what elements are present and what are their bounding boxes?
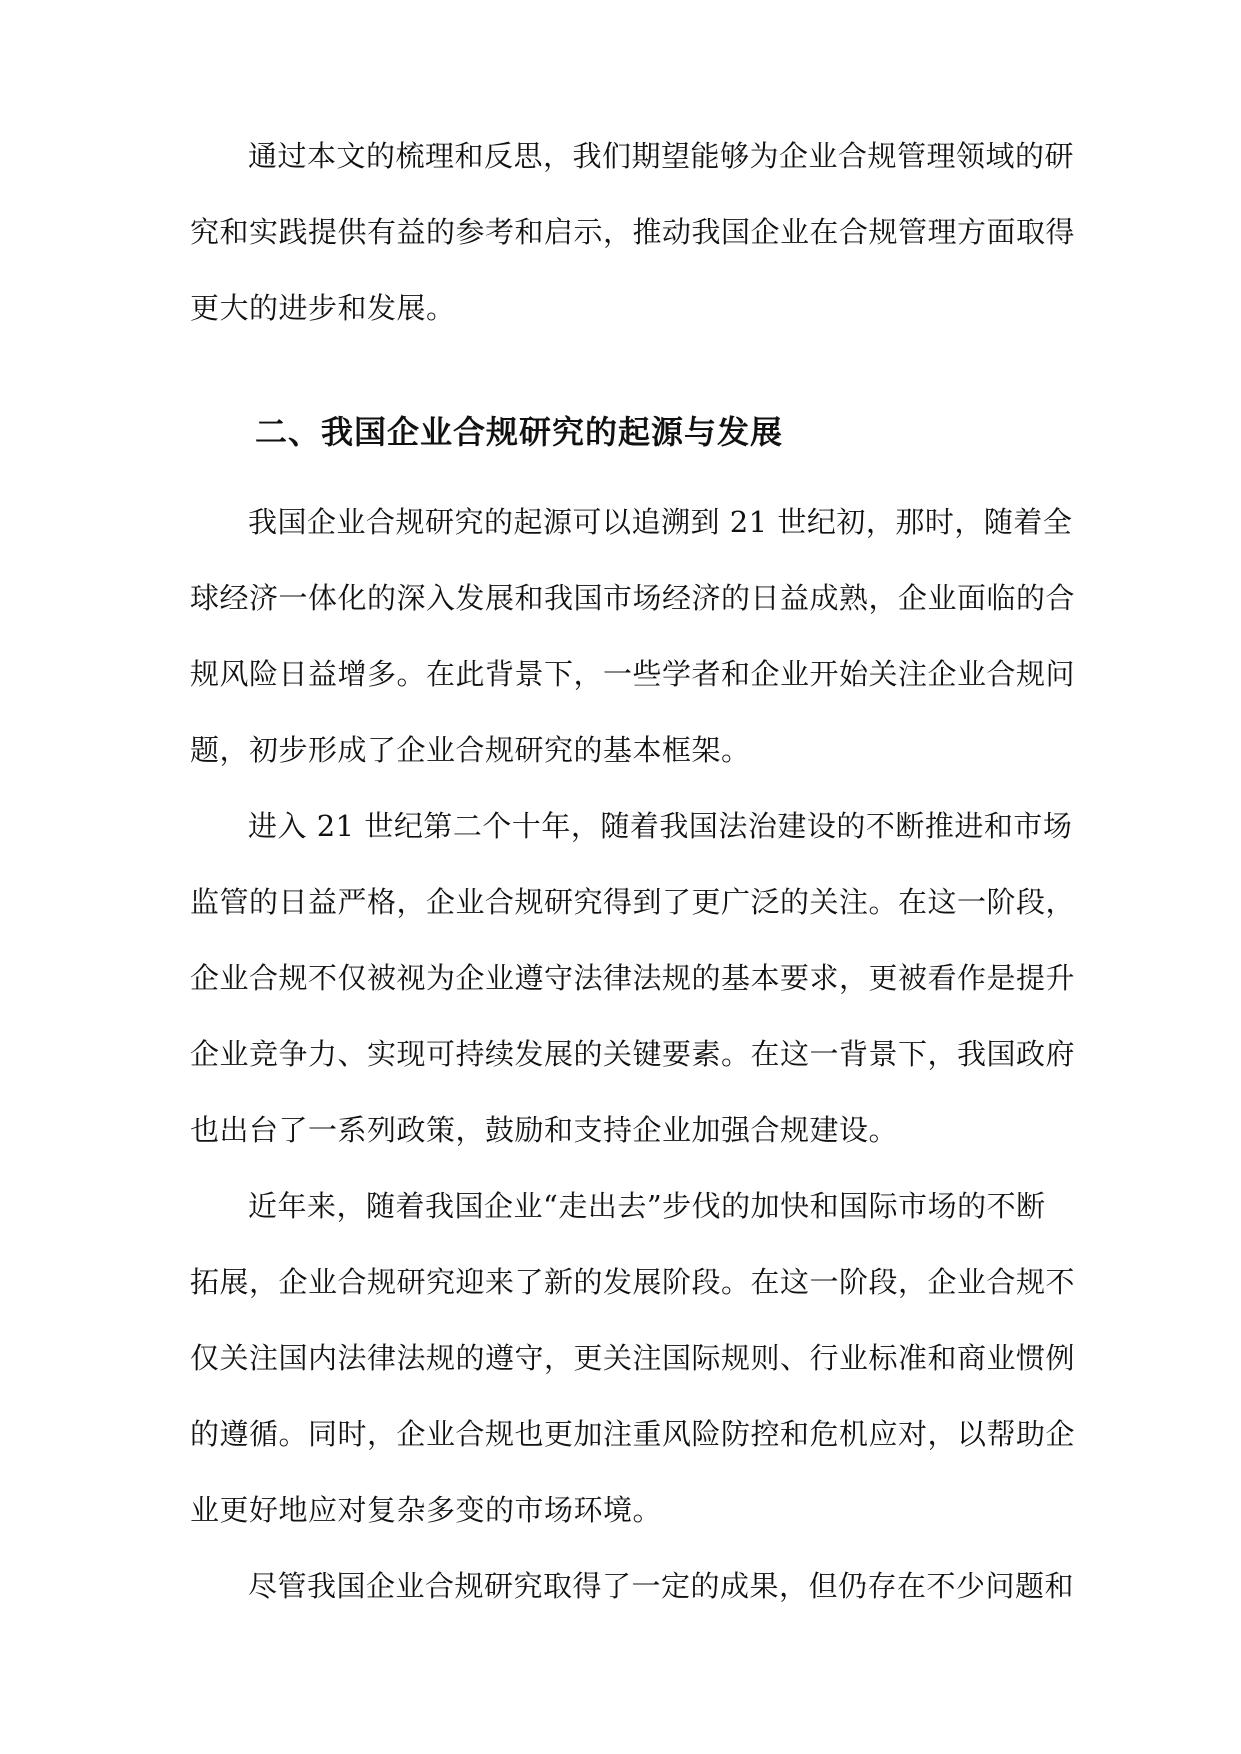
text-line: 企业合规不仅被视为企业遵守法律法规的基本要求，更被看作是提升 — [190, 961, 1076, 995]
paragraph-origin — [190, 484, 1076, 788]
text-line: 近年来，随着我国企业“走出去”步伐的加快和国际市场的不断 — [248, 1189, 1046, 1223]
text-line: 规风险日益增多。在此背景下，一些学者和企业开始关注企业合规问 — [190, 657, 1076, 691]
text-line: 企业竞争力、实现可持续发展的关键要素。在这一背景下，我国政府 — [190, 1037, 1076, 1071]
text-line: 仅关注国内法律法规的遵守，更关注国际规则、行业标准和商业惯例 — [190, 1341, 1076, 1375]
text-line: 通过本文的梳理和反思，我们期望能够为企业合规管理领域的研 — [248, 139, 1075, 173]
paragraph-intro-end — [190, 118, 1076, 346]
text-line: 球经济一体化的深入发展和我国市场经济的日益成熟，企业面临的合 — [190, 581, 1076, 615]
paragraph-recent — [190, 1168, 1076, 1548]
text-line: 我国企业合规研究的起源可以追溯到 21 世纪初，那时，随着全 — [248, 505, 1073, 539]
text-line: 究和实践提供有益的参考和启示，推动我国企业在合规管理方面取得 — [190, 215, 1076, 249]
paragraph-problems — [190, 1548, 1075, 1624]
text-line: 的遵循。同时，企业合规也更加注重风险防控和危机应对，以帮助企 — [190, 1417, 1076, 1451]
text-line: 更大的进步和发展。 — [190, 291, 456, 325]
paragraph-second-decade — [190, 788, 1076, 1168]
text-line: 拓展，企业合规研究迎来了新的发展阶段。在这一阶段，企业合规不 — [190, 1265, 1076, 1299]
text-line: 监管的日益严格，企业合规研究得到了更广泛的关注。在这一阶段， — [190, 885, 1076, 919]
text-line: 业更好地应对复杂多变的市场环境。 — [190, 1493, 663, 1527]
text-line: 尽管我国企业合规研究取得了一定的成果，但仍存在不少问题和 — [248, 1569, 1075, 1603]
text-line: 进入 21 世纪第二个十年，随着我国法治建设的不断推进和市场 — [248, 809, 1073, 843]
section-heading: 二、我国企业合规研究的起源与发展 — [255, 413, 784, 451]
text-line: 也出台了一系列政策，鼓励和支持企业加强合规建设。 — [190, 1113, 899, 1147]
text-line: 题，初步形成了企业合规研究的基本框架。 — [190, 733, 751, 767]
